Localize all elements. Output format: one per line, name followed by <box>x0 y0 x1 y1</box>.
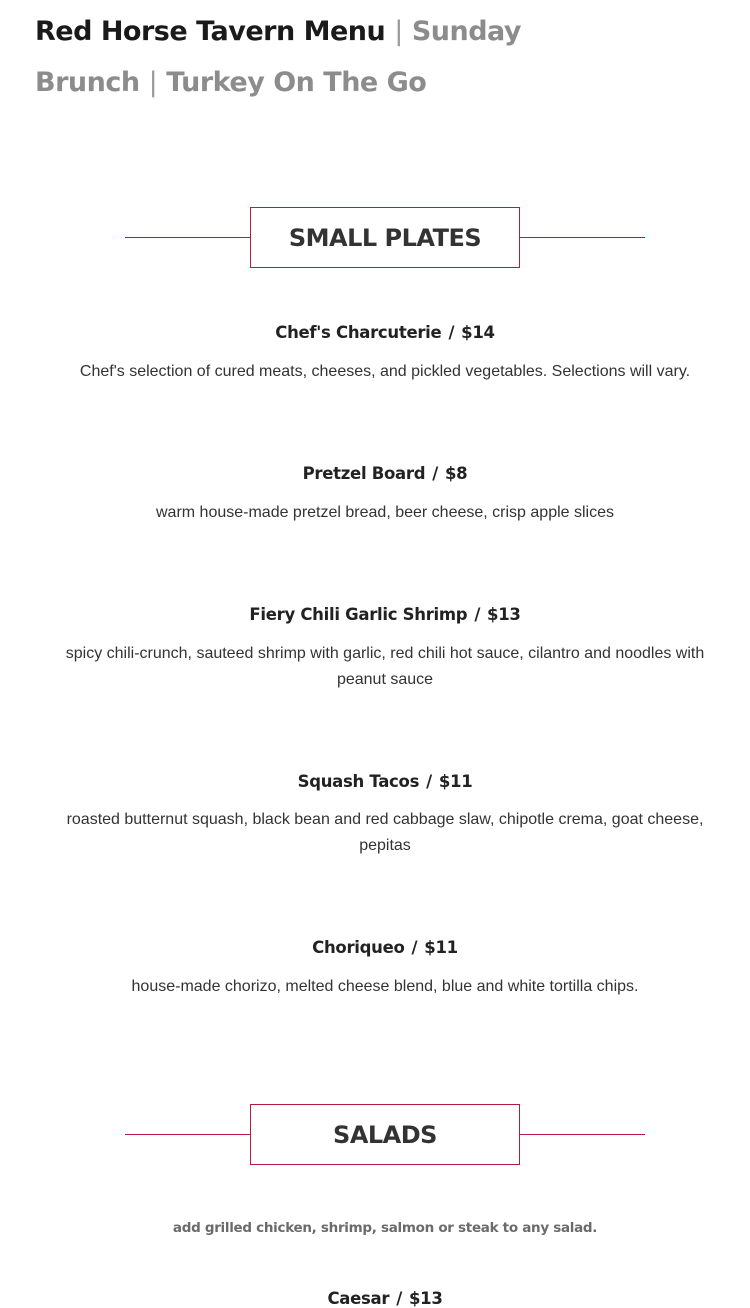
menu-item-name: Caesar <box>327 1289 390 1308</box>
section-rule-right <box>520 237 645 238</box>
menu-item-description: Chef's selection of cured meats, cheeses, and pickled vegetables. Selections will vary. <box>79 363 691 380</box>
item-separator: / <box>396 1289 402 1308</box>
menu-item-price: $14 <box>461 323 495 342</box>
menu-item-price: $13 <box>408 1289 443 1308</box>
menu-item-price: $11 <box>424 938 458 957</box>
menu-item-price: $13 <box>487 605 521 624</box>
section-header-small-plates <box>0 207 750 268</box>
item-separator: / <box>448 323 455 342</box>
menu-item-title <box>0 938 750 957</box>
tab-separator: | <box>148 67 158 98</box>
menu-item-price: $11 <box>438 772 473 791</box>
section-rule-left <box>125 237 250 238</box>
tab-sunday-brunch[interactable]: Sunday Brunch <box>35 16 522 98</box>
menu-item-name: Fiery Chili Garlic Shrimp <box>249 605 468 624</box>
menu-item-description: roasted butternut squash, black bean and red cabbage slaw, chipotle crema, goat cheese, pepitas <box>66 811 704 854</box>
section-rule-left <box>125 1134 250 1135</box>
item-separator: / <box>426 772 432 791</box>
menu-item-title <box>0 605 750 624</box>
menu-item-description: spicy chili-crunch, sauteed shrimp with garlic, red chili hot sauce, cilantro and noodles with peanut sauce <box>65 645 705 688</box>
menu-item-description: warm house-made pretzel bread, beer cheese, crisp apple slices <box>155 504 614 521</box>
section-title: SALADS <box>250 1104 520 1165</box>
menu-item-title <box>0 1289 750 1308</box>
item-separator: / <box>432 464 438 483</box>
section-title: SMALL PLATES <box>250 207 520 268</box>
tab-red-horse-tavern-menu[interactable]: Red Horse Tavern Menu <box>35 16 386 47</box>
menu-item-price: $8 <box>444 464 468 483</box>
menu-item-name: Choriqueo <box>312 938 405 957</box>
menu-item-title <box>0 772 750 791</box>
salads-note: add grilled chicken, shrimp, salmon or steak to any salad. <box>172 1220 598 1236</box>
menu-item-name: Chef's Charcuterie <box>275 323 442 342</box>
menu-item-name: Pretzel Board <box>302 464 426 483</box>
menu-tabs <box>35 6 725 108</box>
tab-separator: | <box>394 16 403 47</box>
menu-item-title <box>0 464 750 483</box>
item-separator: / <box>474 605 481 624</box>
tab-turkey-on-the-go[interactable]: Turkey On The Go <box>166 67 427 98</box>
menu-item-title <box>0 323 750 342</box>
item-separator: / <box>411 938 418 957</box>
section-header-salads <box>0 1104 750 1165</box>
menu-item-description: house-made chorizo, melted cheese blend, blue and white tortilla chips. <box>131 978 639 995</box>
section-rule-right <box>520 1134 645 1135</box>
menu-item-name: Squash Tacos <box>297 772 420 791</box>
